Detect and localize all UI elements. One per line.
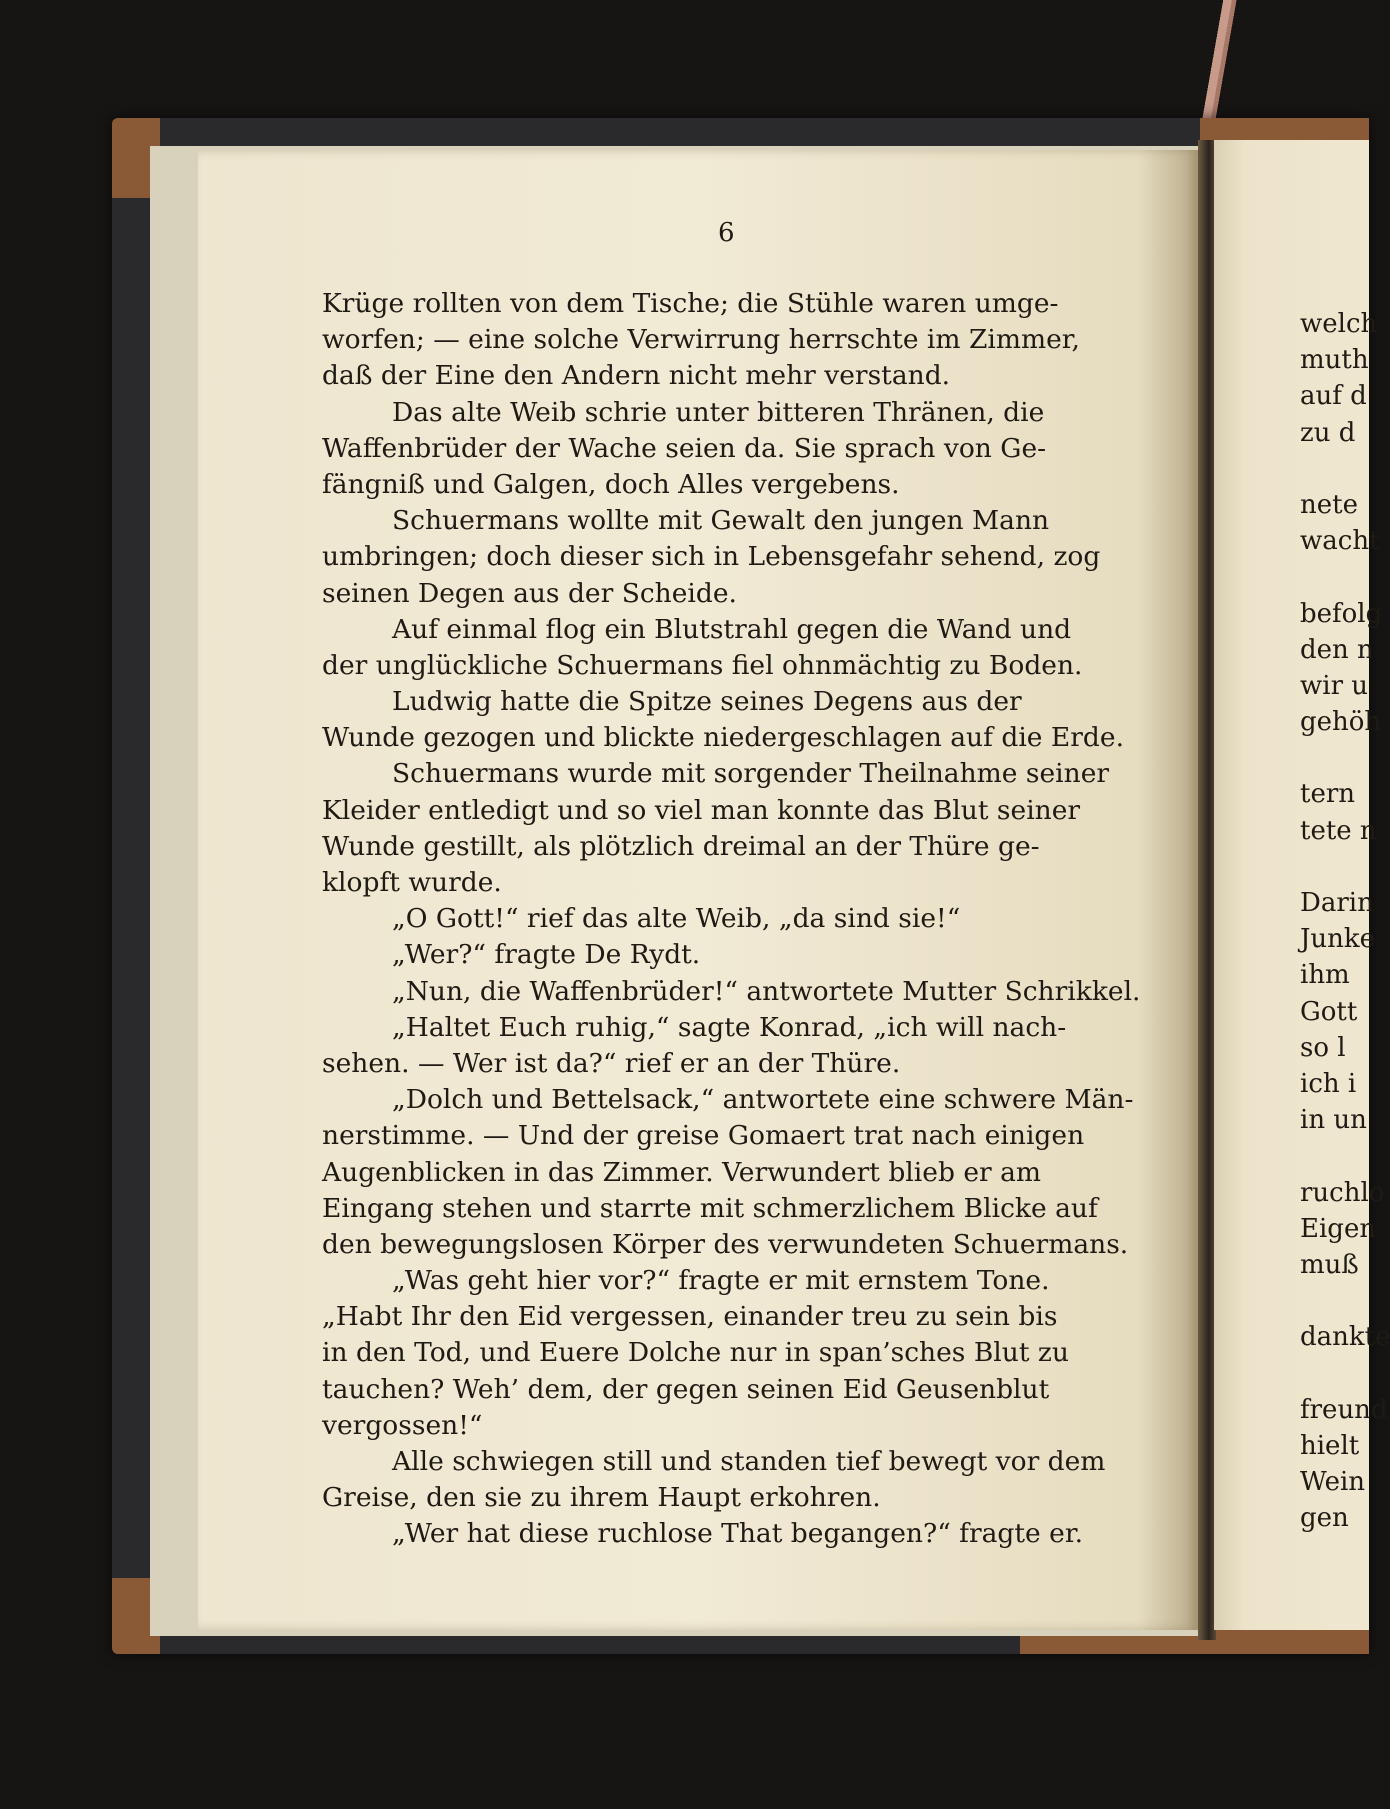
text-line: seinen Degen aus der Scheide. (322, 577, 737, 609)
next-page-line: dankte (1300, 1322, 1390, 1353)
next-page-line: freund (1300, 1394, 1388, 1425)
next-page-line (1300, 1138, 1390, 1174)
next-page-line: muth (1300, 345, 1369, 376)
text-line: „Was geht hier vor?“ fragte er mit ernstem Tone. (392, 1265, 1050, 1297)
text-line: vergossen!“ (322, 1409, 483, 1441)
text-line: den bewegungslosen Körper des verwundeten Schuermans. (322, 1228, 1129, 1260)
text-line: Krüge rollten von dem Tische; die Stühle waren umge- (322, 288, 1059, 319)
next-page-line: so l (1300, 1032, 1346, 1063)
next-page-line: den n (1300, 634, 1374, 665)
text-line: fängniß und Galgen, doch Alles vergebens. (322, 468, 900, 500)
next-page-line: gehöh (1300, 707, 1382, 738)
next-page-line: ihm (1300, 960, 1350, 991)
page-number: 6 (718, 218, 735, 248)
next-page-line: tern (1300, 779, 1356, 810)
next-page-line: auf d (1300, 381, 1367, 412)
next-page-line: gen (1300, 1503, 1349, 1534)
next-page-line: wacht (1300, 526, 1380, 557)
text-line: umbringen; doch dieser sich in Lebensgefahr sehend, zog (322, 541, 1101, 573)
next-page-line: nete (1300, 489, 1358, 520)
text-line: Wunde gestillt, als plötzlich dreimal an der Thüre ge- (322, 830, 1040, 862)
text-line: Schuermans wollte mit Gewalt den jungen Mann (392, 505, 1050, 537)
next-page-line: Gott (1300, 996, 1358, 1027)
next-page-line: Junke (1300, 924, 1376, 955)
next-page-line (1300, 1283, 1390, 1319)
text-line: „Dolch und Bettelsack,“ antwortete eine schwere Män- (392, 1084, 1134, 1116)
text-line: der unglückliche Schuermans fiel ohnmächtig zu Boden. (322, 649, 1083, 681)
next-page-line: hielt (1300, 1430, 1360, 1461)
next-page-line: tete n (1300, 815, 1377, 846)
next-page-line: welch (1300, 309, 1378, 339)
text-line: nerstimme. — Und der greise Gomaert trat nach einigen (322, 1120, 1085, 1152)
text-line: worfen; — eine solche Verwirrung herrschte im Zimmer, (322, 324, 1080, 356)
text-line: Wunde gezogen und blickte niedergeschlagen auf die Erde. (322, 722, 1124, 754)
text-line: klopft wurde. (322, 867, 502, 898)
text-line: Greise, den sie zu ihrem Haupt erkohren. (322, 1482, 881, 1514)
next-page-line: muß (1300, 1249, 1359, 1280)
next-page-line (1300, 1355, 1390, 1391)
text-line: in den Tod, und Euere Dolche nur in span’sches Blut zu (322, 1337, 1069, 1369)
text-line: daß der Eine den Andern nicht mehr verstand. (322, 360, 951, 392)
next-page-line: befolg (1300, 598, 1383, 629)
next-page-line: zu d (1300, 417, 1356, 448)
text-line: Alle schwiegen still und standen tief bewegt vor dem (392, 1446, 1106, 1477)
text-line: Augenblicken in das Zimmer. Verwundert blieb er am (322, 1156, 1042, 1188)
text-line: tauchen? Weh’ dem, der gegen seinen Eid Geusenblut (322, 1373, 1050, 1405)
next-page-line: ruchlo (1300, 1177, 1385, 1208)
next-page-line: ich i (1300, 1068, 1357, 1099)
next-page-line (1300, 849, 1390, 885)
text-line: Schuermans wurde mit sorgender Theilnahme seiner (392, 758, 1110, 790)
next-page-line: wir u (1300, 670, 1369, 701)
text-line: sehen. — Wer ist da?“ rief er an der Thüre. (322, 1047, 901, 1079)
right-page-text-fragments (1300, 306, 1390, 1536)
next-page-line: in un (1300, 1105, 1367, 1136)
text-line: Kleider entledigt und so viel man konnte das Blut seiner (322, 794, 1081, 826)
text-line: Ludwig hatte die Spitze seines Degens aus der (392, 686, 1022, 718)
text-line: „Wer?“ fragte De Rydt. (392, 939, 701, 971)
next-page-line (1300, 740, 1390, 776)
next-page-line (1300, 451, 1390, 487)
text-line: „Wer hat diese ruchlose That begangen?“ fragte er. (392, 1518, 1084, 1550)
text-line: Waffenbrüder der Wache seien da. Sie sprach von Ge- (322, 432, 1047, 464)
next-page-line (1300, 559, 1390, 595)
text-line: „O Gott!“ rief das alte Weib, „da sind sie!“ (392, 903, 961, 935)
text-line: Eingang stehen und starrte mit schmerzlichem Blicke auf (322, 1192, 1098, 1224)
text-line: „Nun, die Waffenbrüder!“ antwortete Mutter Schrikkel. (392, 975, 1141, 1007)
text-line: Das alte Weib schrie unter bitteren Thränen, die (392, 396, 1045, 428)
next-page-line: Wein (1300, 1467, 1366, 1497)
next-page-line: Eigen (1300, 1213, 1377, 1244)
text-line: Auf einmal flog ein Blutstrahl gegen die Wand und (392, 613, 1072, 645)
text-line: „Haltet Euch ruhig,“ sagte Konrad, „ich will nach- (392, 1011, 1067, 1043)
text-line: „Habt Ihr den Eid vergessen, einander treu zu sein bis (322, 1301, 1058, 1333)
page-body-text (322, 286, 1141, 1553)
next-page-line: Darin (1300, 888, 1374, 918)
